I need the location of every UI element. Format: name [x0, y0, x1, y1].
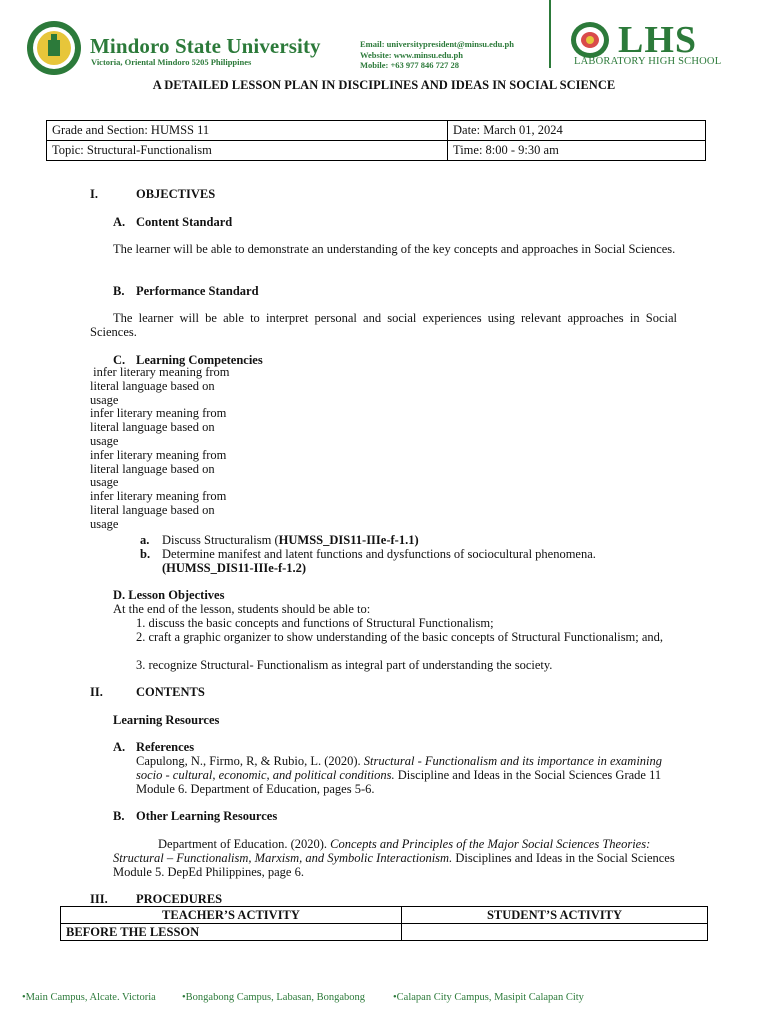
citation-authors: Department of Education. (2020).: [158, 837, 331, 851]
school-name: LABORATORY HIGH SCHOOL: [574, 56, 722, 67]
footer-campus-bongabong: •Bongabong Campus, Labasan, Bongabong: [182, 992, 366, 1003]
column-header-teacher: TEACHER’S ACTIVITY: [61, 907, 402, 924]
lesson-objective-item: 3. recognize Structural- Functionalism as integral part of understanding the society.: [136, 658, 553, 672]
table-row: [61, 907, 708, 924]
before-lesson-cell: BEFORE THE LESSON: [61, 924, 402, 941]
subsection-letter: A.: [113, 215, 126, 229]
competency-a-code: HUMSS_DIS11-IIIe-f-1.1): [278, 533, 419, 547]
subsection-heading: Learning Competencies: [136, 353, 263, 367]
school-abbreviation: LHS: [618, 19, 698, 61]
topic-cell: Topic: Structural-Functionalism: [47, 141, 448, 161]
table-row: [47, 121, 706, 141]
empty-cell: [402, 924, 708, 941]
citation-source: Disciplines and Ideas in the Social Sciences Module 5. DepEd Philippines, page 6.: [113, 851, 675, 879]
subsection-letter: C.: [113, 353, 126, 367]
lesson-objectives-heading: D. Lesson Objectives: [113, 588, 225, 602]
email-text: Email: universitypresident@minsu.edu.ph: [360, 39, 514, 49]
subsection-heading: Performance Standard: [136, 284, 259, 298]
competency-line: infer literary meaning from: [90, 406, 227, 421]
section-number: I.: [90, 187, 98, 201]
list-letter: a.: [140, 533, 150, 547]
time-cell: Time: 8:00 - 9:30 am: [448, 141, 706, 161]
header-divider: [549, 0, 551, 68]
competency-line: usage: [90, 433, 119, 448]
competency-line: infer literary meaning from: [90, 489, 227, 504]
subsection-letter: A.: [113, 740, 126, 754]
mobile-text: Mobile: +63 977 846 727 28: [360, 60, 460, 70]
table-row: [61, 924, 708, 941]
competency-b-text: Determine manifest and latent functions and dysfunctions of sociocultural phenomena.: [162, 547, 596, 561]
section-heading: OBJECTIVES: [136, 187, 216, 201]
lhs-logo: [570, 21, 610, 59]
university-name: Mindoro State University: [90, 34, 321, 58]
university-address: Victoria, Oriental Mindoro 5205 Philippines: [91, 57, 252, 67]
competency-line: infer literary meaning from: [90, 447, 227, 462]
competency-line: infer literary meaning from: [90, 365, 230, 379]
repeated-competency-lines: [90, 366, 270, 532]
citation-authors: Capulong, N., Firmo, R, & Rubio, L. (2020).: [136, 754, 364, 768]
footer-campus-main: •Main Campus, Alcate. Victoria: [22, 992, 156, 1003]
contact-block: [360, 39, 514, 71]
subsection-heading: References: [136, 740, 195, 754]
document-title: A DETAILED LESSON PLAN IN DISCIPLINES AND IDEAS IN SOCIAL SCIENCE: [152, 78, 616, 92]
competency-line: literal language based on: [90, 502, 215, 517]
grade-section-cell: Grade and Section: HUMSS 11: [47, 121, 448, 141]
column-header-student: STUDENT’S ACTIVITY: [402, 907, 708, 924]
other-resource-citation: [113, 837, 678, 879]
performance-standard-text: The learner will be able to interpret personal and social experiences using relevant approaches in Social Sciences.: [90, 311, 677, 339]
subsection-heading: Content Standard: [136, 215, 233, 229]
citation-title: Structural - Functionalism and its importance in examining socio - cultural, economic, and political conditions.: [136, 754, 663, 782]
competency-line: literal language based on: [90, 420, 215, 435]
reference-citation: [136, 754, 676, 796]
section-number: II.: [90, 685, 103, 699]
lesson-objectives-intro: At the end of the lesson, students should be able to:: [113, 602, 371, 616]
lesson-objective-item: 2. craft a graphic organizer to show understanding of the basic concepts of Structural Functionalism; and,: [136, 630, 664, 644]
competency-line: usage: [90, 475, 119, 490]
university-seal-logo: [24, 20, 84, 76]
subsection-letter: B.: [113, 284, 125, 298]
competency-line: literal language based on: [90, 378, 215, 393]
lesson-objective-item: 1. discuss the basic concepts and functions of Structural Functionalism;: [136, 616, 494, 630]
section-number: III.: [90, 892, 108, 906]
competency-line: literal language based on: [90, 461, 215, 476]
list-letter: b.: [140, 547, 151, 561]
content-standard-text: The learner will be able to demonstrate an understanding of the key concepts and approaches in Social Sciences.: [113, 242, 676, 256]
table-row: [47, 141, 706, 161]
subsection-letter: B.: [113, 809, 125, 823]
procedures-table: [60, 906, 708, 941]
date-cell: Date: March 01, 2024: [448, 121, 706, 141]
lesson-info-table: [46, 120, 706, 161]
website-text: Website: www.minsu.edu.ph: [360, 49, 463, 60]
competency-b: [162, 547, 682, 575]
competency-a-text: Discuss Structuralism (: [162, 533, 279, 547]
citation-source: Discipline and Ideas in the Social Sciences Grade 11 Module 6. Department of Education, pages 5-6.: [136, 768, 662, 796]
footer-campus-calapan: •Calapan City Campus, Masipit Calapan City: [393, 992, 584, 1003]
citation-title: Concepts and Principles of the Major Social Sciences Theories: Structural – Functionalism, Marxism, and Symbolic Interactionism.: [113, 837, 651, 865]
learning-resources-heading: Learning Resources: [113, 713, 220, 727]
subsection-heading: Other Learning Resources: [136, 809, 278, 823]
competency-line: usage: [90, 392, 119, 407]
section-heading: CONTENTS: [136, 685, 205, 699]
competency-line: usage: [90, 516, 119, 531]
competency-b-code: (HUMSS_DIS11-IIIe-f-1.2): [162, 561, 307, 575]
section-heading: PROCEDURES: [136, 892, 223, 906]
competency-a: [162, 533, 419, 547]
